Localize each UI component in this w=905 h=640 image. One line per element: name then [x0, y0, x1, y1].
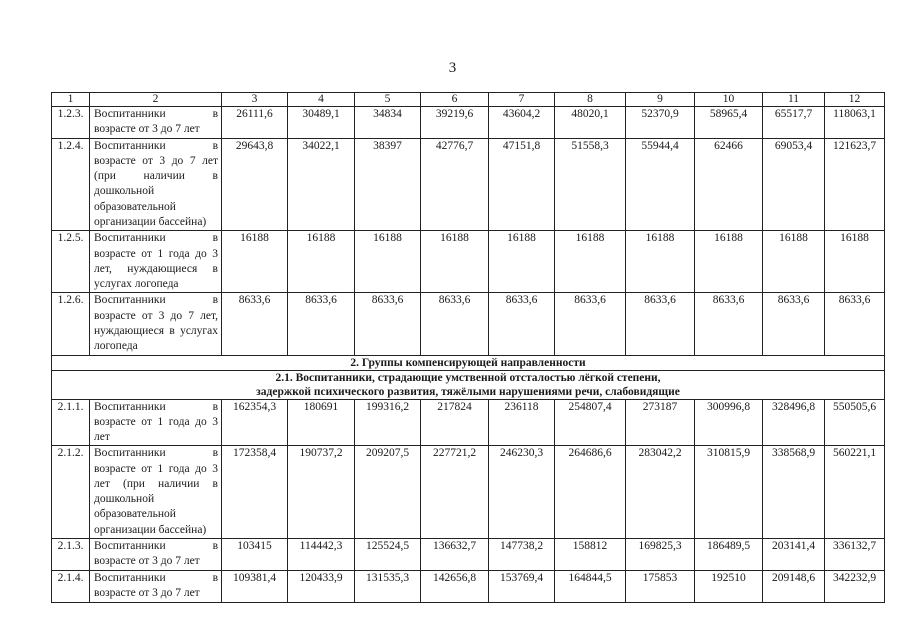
row-name: Воспитанники в возрасте от 1 года до 3 лет, нуждающиеся в услугах логопеда	[90, 231, 222, 293]
value-cell: 16188	[825, 231, 885, 293]
value-cell: 338568,9	[763, 446, 825, 539]
value-cell: 153769,4	[489, 571, 555, 603]
row-code: 2.1.3.	[52, 539, 90, 571]
value-cell: 209207,5	[355, 446, 421, 539]
value-cell: 203141,4	[763, 539, 825, 571]
value-cell: 8633,6	[626, 293, 695, 355]
value-cell: 65517,7	[763, 107, 825, 139]
row-name: Воспитанники в возрасте от 3 до 7 лет	[90, 571, 222, 603]
table-row	[52, 231, 885, 293]
subsection-header-row	[52, 370, 885, 399]
table-row	[52, 293, 885, 355]
value-cell: 125524,5	[355, 539, 421, 571]
value-cell: 48020,1	[555, 107, 626, 139]
value-cell: 62466	[695, 138, 763, 231]
value-cell: 550505,6	[825, 399, 885, 446]
value-cell: 131535,3	[355, 571, 421, 603]
row-name: Воспитанники в возрасте от 1 года до 3 лет (при наличии в дошкольной образовательной организации бассейна)	[90, 446, 222, 539]
value-cell: 121623,7	[825, 138, 885, 231]
group1-rows	[52, 107, 885, 356]
value-cell: 69053,4	[763, 138, 825, 231]
tariff-table	[51, 92, 885, 603]
value-cell: 328496,8	[763, 399, 825, 446]
value-cell: 34022,1	[288, 138, 355, 231]
value-cell: 147738,2	[489, 539, 555, 571]
value-cell: 34834	[355, 107, 421, 139]
group2-rows	[52, 399, 885, 602]
value-cell: 16188	[222, 231, 288, 293]
value-cell: 246230,3	[489, 446, 555, 539]
value-cell: 47151,8	[489, 138, 555, 231]
table-row	[52, 138, 885, 231]
value-cell: 283042,2	[626, 446, 695, 539]
value-cell: 342232,9	[825, 571, 885, 603]
value-cell: 16188	[489, 231, 555, 293]
value-cell: 162354,3	[222, 399, 288, 446]
column-number: 12	[825, 93, 885, 107]
value-cell: 118063,1	[825, 107, 885, 139]
table-row	[52, 571, 885, 603]
table-row	[52, 446, 885, 539]
value-cell: 169825,3	[626, 539, 695, 571]
value-cell: 175853	[626, 571, 695, 603]
section-title: 2. Группы компенсирующей направленности	[52, 355, 885, 370]
value-cell: 186489,5	[695, 539, 763, 571]
value-cell: 43604,2	[489, 107, 555, 139]
value-cell: 42776,7	[421, 138, 489, 231]
value-cell: 8633,6	[555, 293, 626, 355]
column-number: 5	[355, 93, 421, 107]
value-cell: 164844,5	[555, 571, 626, 603]
column-number: 1	[52, 93, 90, 107]
value-cell: 52370,9	[626, 107, 695, 139]
value-cell: 16188	[763, 231, 825, 293]
value-cell: 114442,3	[288, 539, 355, 571]
row-code: 2.1.4.	[52, 571, 90, 603]
value-cell: 8633,6	[763, 293, 825, 355]
value-cell: 217824	[421, 399, 489, 446]
column-number-row	[52, 93, 885, 107]
column-number: 3	[222, 93, 288, 107]
value-cell: 16188	[695, 231, 763, 293]
row-code: 1.2.5.	[52, 231, 90, 293]
value-cell: 109381,4	[222, 571, 288, 603]
row-code: 2.1.2.	[52, 446, 90, 539]
value-cell: 8633,6	[222, 293, 288, 355]
column-number: 10	[695, 93, 763, 107]
value-cell: 8633,6	[695, 293, 763, 355]
row-name: Воспитанники в возрасте от 3 до 7 лет (при наличии в дошкольной образовательной организации бассейна)	[90, 138, 222, 231]
column-number: 6	[421, 93, 489, 107]
value-cell: 8633,6	[421, 293, 489, 355]
value-cell: 16188	[626, 231, 695, 293]
value-cell: 158812	[555, 539, 626, 571]
value-cell: 300996,8	[695, 399, 763, 446]
value-cell: 16188	[421, 231, 489, 293]
value-cell: 51558,3	[555, 138, 626, 231]
value-cell: 58965,4	[695, 107, 763, 139]
table-row	[52, 539, 885, 571]
value-cell: 336132,7	[825, 539, 885, 571]
value-cell: 273187	[626, 399, 695, 446]
row-name: Воспитанники в возрасте от 3 до 7 лет	[90, 107, 222, 139]
value-cell: 192510	[695, 571, 763, 603]
column-number: 11	[763, 93, 825, 107]
value-cell: 103415	[222, 539, 288, 571]
column-number: 8	[555, 93, 626, 107]
value-cell: 55944,4	[626, 138, 695, 231]
value-cell: 16188	[555, 231, 626, 293]
column-number: 9	[626, 93, 695, 107]
value-cell: 254807,4	[555, 399, 626, 446]
value-cell: 8633,6	[489, 293, 555, 355]
column-number: 4	[288, 93, 355, 107]
table-row	[52, 107, 885, 139]
value-cell: 560221,1	[825, 446, 885, 539]
value-cell: 236118	[489, 399, 555, 446]
value-cell: 30489,1	[288, 107, 355, 139]
row-name: Воспитанники в возрасте от 3 до 7 лет	[90, 539, 222, 571]
value-cell: 38397	[355, 138, 421, 231]
value-cell: 29643,8	[222, 138, 288, 231]
value-cell: 39219,6	[421, 107, 489, 139]
row-code: 1.2.3.	[52, 107, 90, 139]
column-number: 7	[489, 93, 555, 107]
value-cell: 26111,6	[222, 107, 288, 139]
value-cell: 120433,9	[288, 571, 355, 603]
value-cell: 16188	[288, 231, 355, 293]
value-cell: 227721,2	[421, 446, 489, 539]
value-cell: 8633,6	[355, 293, 421, 355]
value-cell: 310815,9	[695, 446, 763, 539]
value-cell: 142656,8	[421, 571, 489, 603]
row-code: 1.2.6.	[52, 293, 90, 355]
value-cell: 8633,6	[288, 293, 355, 355]
column-number: 2	[90, 93, 222, 107]
row-name: Воспитанники в возрасте от 3 до 7 лет, нуждающиеся в услугах логопеда	[90, 293, 222, 355]
subsection-title-line1: 2.1. Воспитанники, страдающие умственной отсталостью лёгкой степени,	[275, 371, 661, 384]
value-cell: 180691	[288, 399, 355, 446]
subsection-title	[52, 370, 885, 399]
row-code: 2.1.1.	[52, 399, 90, 446]
value-cell: 199316,2	[355, 399, 421, 446]
value-cell: 16188	[355, 231, 421, 293]
row-code: 1.2.4.	[52, 138, 90, 231]
value-cell: 264686,6	[555, 446, 626, 539]
value-cell: 136632,7	[421, 539, 489, 571]
value-cell: 190737,2	[288, 446, 355, 539]
row-name: Воспитанники в возрасте от 1 года до 3 лет	[90, 399, 222, 446]
section-header-row	[52, 355, 885, 370]
subsection-title-line2: задержкой психического развития, тяжёлыми нарушениями речи, слабовидящие	[256, 385, 680, 398]
value-cell: 172358,4	[222, 446, 288, 539]
value-cell: 209148,6	[763, 571, 825, 603]
value-cell: 8633,6	[825, 293, 885, 355]
table-row	[52, 399, 885, 446]
page-number: 3	[448, 60, 457, 76]
